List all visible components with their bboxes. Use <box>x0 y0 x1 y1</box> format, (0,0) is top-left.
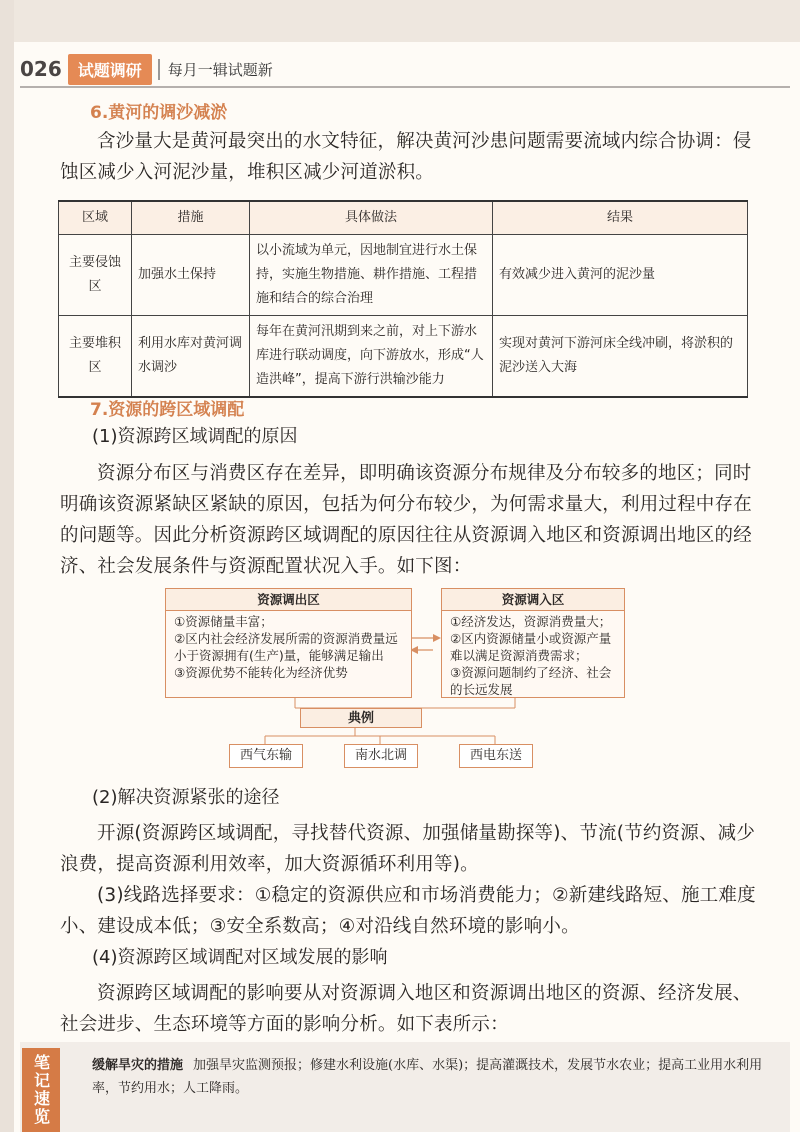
import-item: ③资源问题制约了经济、社会的长远发展 <box>450 665 612 697</box>
th-result: 结果 <box>493 201 748 235</box>
example-item: 西气东输 <box>229 744 303 768</box>
import-region-title: 资源调入区 <box>442 589 624 611</box>
cell-region: 主要堆积区 <box>59 316 132 398</box>
th-measure: 措施 <box>132 201 250 235</box>
import-item: ①经济发达，资源消费量大； <box>450 614 612 629</box>
section7-sub2: (2)解决资源紧张的途径 <box>92 787 280 808</box>
sediment-table <box>58 200 748 398</box>
column-subtitle: 每月一辑试题新 <box>158 59 273 80</box>
notes-text <box>92 1054 782 1100</box>
column-title: 试题调研 <box>68 54 152 85</box>
cell-region: 主要侵蚀区 <box>59 235 132 316</box>
export-item: ②区内社会经济发展所需的资源消费量远小于资源拥有(生产)量，能够满足输出 <box>174 631 398 663</box>
section7-sub4: (4)资源跨区域调配对区域发展的影响 <box>92 947 388 968</box>
resource-diagram <box>165 588 625 778</box>
export-item: ③资源优势不能转化为经济优势 <box>174 665 348 680</box>
section7-para1: 资源分布区与消费区存在差异，即明确该资源分布规律及分布较多的地区；同时明确该资源紧缺区紧缺的原因，包括为何分布较少，为何需求量大，利用过程中存在的问题等。因此分析资源跨区域调配的原因往往从资源调入地区和资源调出地区的经济、社会发展条件与资源配置状况入手。如下图： <box>60 463 752 577</box>
page-number: 026 <box>20 57 62 81</box>
section6-intro: 含沙量大是黄河最突出的水文特征，解决黄河沙患问题需要流域内综合协调：侵蚀区减少入河泥沙量，堆积区减少河道淤积。 <box>60 131 752 183</box>
cell-result: 实现对黄河下游河床全线冲刷，将淤积的泥沙送入大海 <box>493 316 748 398</box>
cell-practice: 以小流域为单元，因地制宜进行水土保持，实施生物措施、耕作措施、工程措施和结合的综合治理 <box>250 235 493 316</box>
example-title: 典例 <box>300 708 422 728</box>
section7-para4: 资源跨区域调配的影响要从对资源调入地区和资源调出地区的资源、经济发展、社会进步、生态环境等方面的影响分析。如下表所示： <box>60 983 752 1035</box>
header-divider <box>20 86 790 88</box>
notes-tab: 笔记速览 <box>22 1048 60 1132</box>
cell-measure: 加强水土保持 <box>132 235 250 316</box>
import-item: ②区内资源储量小或资源产量难以满足资源消费需求； <box>450 631 612 663</box>
cell-result: 有效减少进入黄河的泥沙量 <box>493 235 748 316</box>
table-row <box>59 235 748 316</box>
page-left-edge <box>0 0 14 1132</box>
section7-para3: (3)线路选择要求：①稳定的资源供应和市场消费能力；②新建线路短、施工难度小、建设成本低；③安全系数高；④对沿线自然环境的影响小。 <box>60 885 756 937</box>
notes-title: 缓解旱灾的措施 <box>92 1058 184 1073</box>
export-region-title: 资源调出区 <box>166 589 411 611</box>
th-region: 区域 <box>59 201 132 235</box>
cell-measure: 利用水库对黄河调水调沙 <box>132 316 250 398</box>
th-practice: 具体做法 <box>250 201 493 235</box>
section7-title: 7.资源的跨区域调配 <box>90 400 245 420</box>
export-item: ①资源储量丰富； <box>174 614 273 629</box>
section6-title: 6.黄河的调沙减淤 <box>90 103 228 123</box>
notes-body: 加强旱灾监测预报；修建水利设施(水库、水渠)；提高灌溉技术，发展节水农业；提高工业用水利用率，节约用水；人工降雨。 <box>92 1058 763 1096</box>
page-header <box>20 52 273 86</box>
table-row <box>59 316 748 398</box>
import-region-box <box>441 588 625 698</box>
example-item: 西电东送 <box>459 744 533 768</box>
section7-sub1: (1)资源跨区域调配的原因 <box>92 426 298 447</box>
export-region-box <box>165 588 412 698</box>
cell-practice: 每年在黄河汛期到来之前，对上下游水库进行联动调度，向下游放水，形成“人造洪峰”，提高下游行洪输沙能力 <box>250 316 493 398</box>
example-item: 南水北调 <box>344 744 418 768</box>
page-top-edge <box>0 0 800 42</box>
section7-para2: 开源(资源跨区域调配，寻找替代资源、加强储量勘探等)、节流(节约资源、减少浪费，提高资源利用效率，加大资源循环利用等)。 <box>60 823 756 875</box>
